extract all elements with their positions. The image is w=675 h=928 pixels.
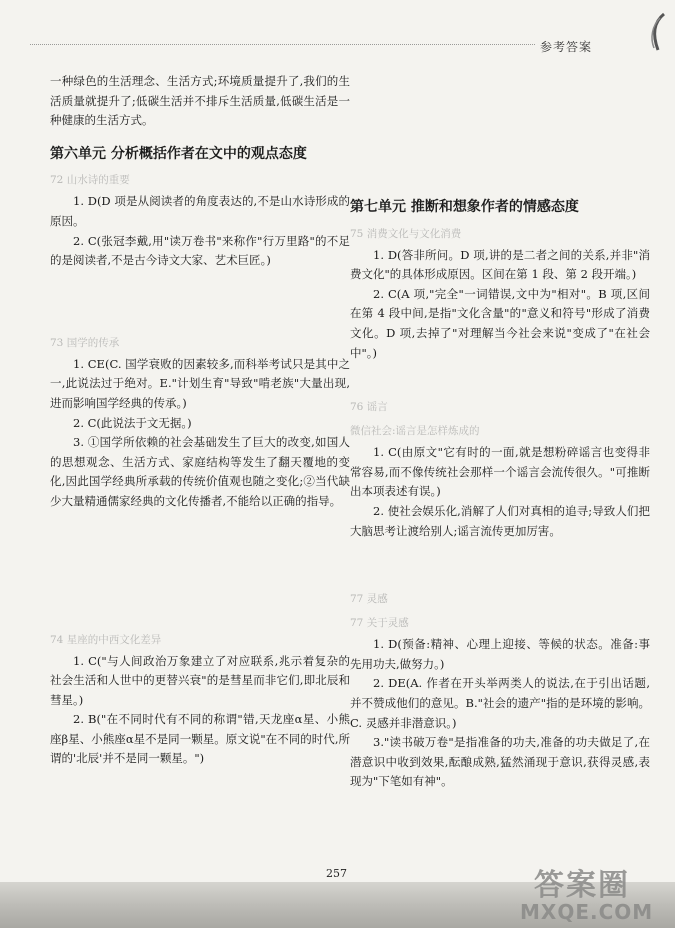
section-76-subtitle: 微信社会:谣言是怎样炼成的 <box>350 425 480 438</box>
answer-74-2: 2. B("在不同时代有不同的称谓"错,天龙座α星、小熊座β星、小熊座α星不是同一颗星。原文说"在不同的时代,所谓的'北辰'并不是同一颗星。") <box>50 712 350 766</box>
section-77-title: 77 关于灵感 <box>350 617 409 630</box>
section-76-title: 76 谣言 <box>350 401 388 414</box>
site-watermark <box>520 860 670 926</box>
unit-6-heading: 第六单元 分析概括作者在文中的观点态度 <box>50 145 307 162</box>
left-column <box>50 72 350 769</box>
answer-73-3: 3. ①国学所依赖的社会基础发生了巨大的改变,如国人的思想观念、生活方式、家庭结构等发生了翻天覆地的变化,因此国学经典所承载的传统价值观也随之变化;②当代缺少大量精通儒家经典的文化传播者,不能给以正确的指导。 <box>50 435 350 508</box>
unit-7-heading: 第七单元 推断和想象作者的情感态度 <box>350 199 579 215</box>
corner-scan-mark <box>642 12 668 52</box>
answer-77-3: 3."读书破万卷"是指准备的功夫,准备的功夫做足了,在潜意识中收到效果,酝酿成熟,猛然涌现于意识,获得灵感,表现为"下笔如有神"。 <box>350 735 650 789</box>
watermark-line-2: MXQE.COM <box>520 900 654 924</box>
answer-74-1: 1. C("与人间政治万象建立了对应联系,兆示着复杂的社会生活和人世中的更替兴衰"的是彗星而非它们,即北辰和彗星。) <box>50 653 350 707</box>
section-77-subtitle: 77 灵感 <box>350 593 388 606</box>
answer-73-2: 2. C(此说法于文无据。) <box>73 415 192 430</box>
answer-75-1: 1. D(答非所问。D 项,讲的是二者之间的关系,并非"消费文化"的具体形成原因。区间在第 1 段、第 2 段开端。) <box>350 247 650 282</box>
section-75-title: 75 消费文化与文化消费 <box>350 227 462 240</box>
section-74-title: 74 星座的中西文化差异 <box>50 633 162 646</box>
answer-76-1: 1. C(由原文"它有时的一面,就是想粉碎谣言也变得非常容易,而不像传统社会那样一个谣言会流传很久。"可推断出本项表述有误。) <box>350 445 650 499</box>
header-title: 参考答案 <box>540 40 593 54</box>
page-number: 257 <box>326 867 347 880</box>
intro-paragraph: 一种绿色的生活理念、生活方式;环境质量提升了,我们的生活质量就提升了;低碳生活并不排斥生活质量,低碳生活是一种健康的生活方式。 <box>50 74 350 128</box>
answer-77-1: 1. D(预备:精神、心理上迎接、等候的状态。准备:事先用功夫,做努力。) <box>350 637 650 671</box>
answer-73-1: 1. CE(C. 国学衰败的因素较多,而科举考试只是其中之一,此说法过于绝对。E."计划生育"导致"啃老族"大量出现,进而影响国学经典的传承。) <box>50 356 350 410</box>
answer-72-1: 1. D(D 项是从阅读者的角度表达的,不是山水诗形成的原因。 <box>50 194 350 228</box>
section-73-title: 73 国学的传承 <box>50 336 120 349</box>
answer-77-2: 2. DE(A. 作者在开头举两类人的说法,在于引出话题,并不赞成他们的意见。B."社会的遗产"指的是环境的影响。C. 灵感并非潜意识。) <box>350 676 650 730</box>
header-rule <box>30 44 535 45</box>
right-column <box>350 198 650 792</box>
answer-76-2: 2. 使社会娱乐化,消解了人们对真相的追寻;导致人们把大脑思考让渡给别人;谣言流传更加厉害。 <box>350 503 650 538</box>
answer-72-2: 2. C(张冠李戴,用"读万卷书"来称作"行万里路"的不足的是阅读者,不是古今诗文大家、艺术巨匠。) <box>50 233 350 268</box>
watermark-line-1: 答案圈 <box>534 868 630 903</box>
section-72-title: 72 山水诗的重要 <box>50 174 130 187</box>
answer-75-2: 2. C(A 项,"完全"一词错误,文中为"相对"。B 项,区间在第 4 段中间,是指"文化含量"的"意义和符号"形成了消费文化。D 项,去掉了"对理解当今社会来说"变成了"在社会中"。) <box>350 286 650 360</box>
